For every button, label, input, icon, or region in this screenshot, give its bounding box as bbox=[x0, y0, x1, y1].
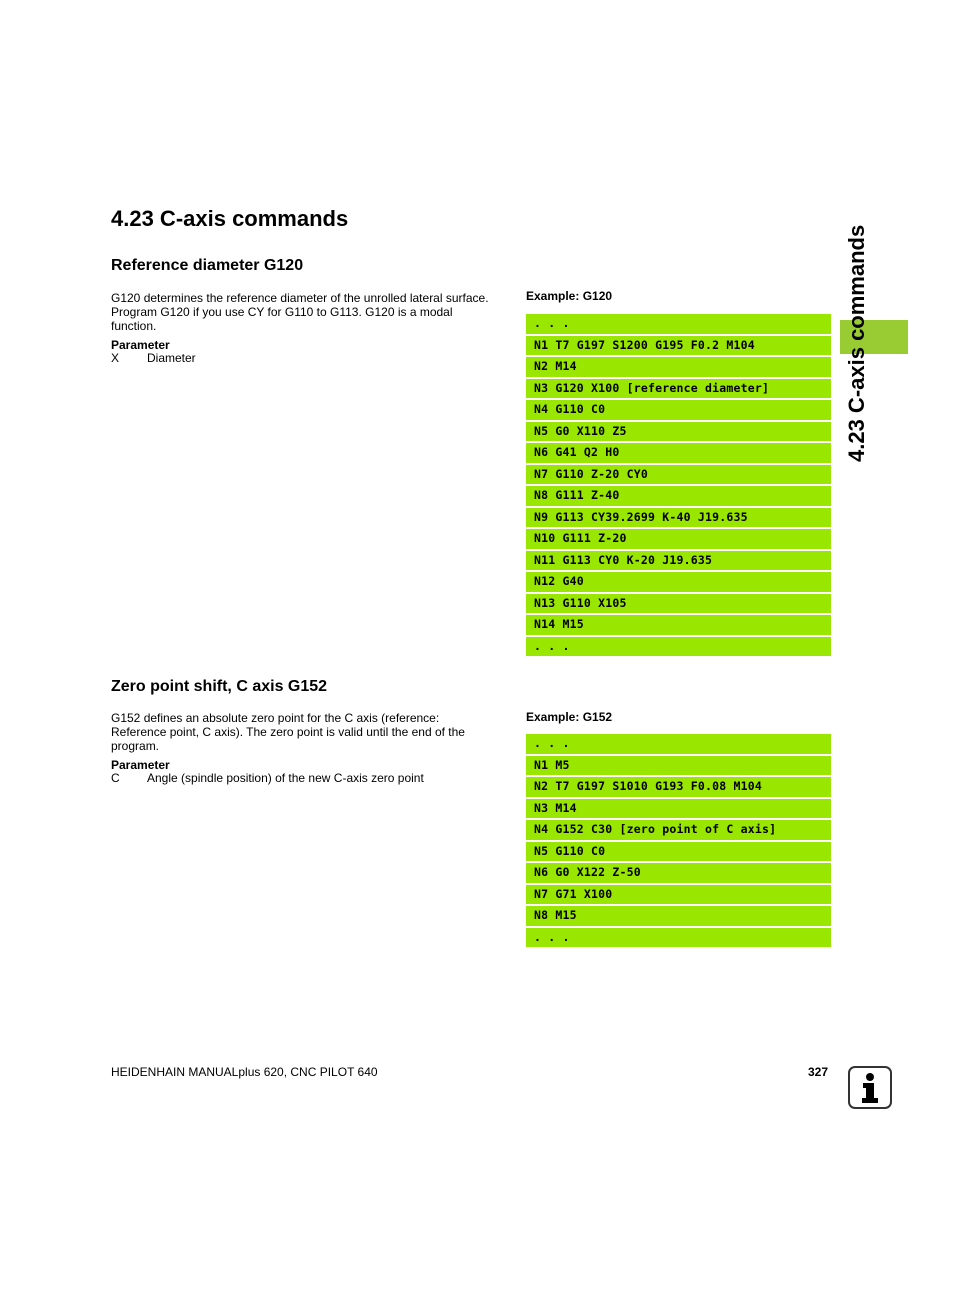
code-line: N4 G110 C0 bbox=[526, 400, 831, 420]
code-line: N8 G111 Z-40 bbox=[526, 486, 831, 506]
parameter-key: X bbox=[111, 351, 120, 365]
section-description-g120: G120 determines the reference diameter of the unrolled lateral surface. Program G120 if you use CY for G110 to G113. G120 is a modal function. bbox=[111, 291, 489, 333]
example-label-g120: Example: G120 bbox=[526, 289, 613, 303]
code-line: N8 M15 bbox=[526, 906, 831, 926]
code-line: N3 G120 X100 [reference diameter] bbox=[526, 379, 831, 399]
parameter-key: C bbox=[111, 771, 120, 785]
code-line: N10 G111 Z-20 bbox=[526, 529, 831, 549]
code-line: N2 M14 bbox=[526, 357, 831, 377]
code-line: N9 G113 CY39.2699 K-40 J19.635 bbox=[526, 508, 831, 528]
example-label-g152: Example: G152 bbox=[526, 710, 613, 724]
side-chapter-title: 4.23 C-axis commands bbox=[844, 224, 869, 462]
code-line: N6 G41 Q2 H0 bbox=[526, 443, 831, 463]
code-line: N6 G0 X122 Z-50 bbox=[526, 863, 831, 883]
code-line: N14 M15 bbox=[526, 615, 831, 635]
info-icon-glyph bbox=[855, 1072, 885, 1104]
code-block-g120 bbox=[526, 314, 831, 658]
info-icon bbox=[848, 1066, 892, 1109]
code-block-g152 bbox=[526, 734, 831, 949]
code-line: . . . bbox=[526, 928, 831, 948]
parameter-label-g152: Parameter bbox=[111, 758, 170, 772]
footer-text: HEIDENHAIN MANUALplus 620, CNC PILOT 640 bbox=[111, 1065, 378, 1079]
code-line: N3 M14 bbox=[526, 799, 831, 819]
code-line: N12 G40 bbox=[526, 572, 831, 592]
code-line: N2 T7 G197 S1010 G193 F0.08 M104 bbox=[526, 777, 831, 797]
code-line: N11 G113 CY0 K-20 J19.635 bbox=[526, 551, 831, 571]
code-line: . . . bbox=[526, 734, 831, 754]
code-line: N7 G71 X100 bbox=[526, 885, 831, 905]
page-number: 327 bbox=[808, 1065, 829, 1079]
section-description-g152: G152 defines an absolute zero point for the C axis (reference: Reference point, C axis). The zero point is valid until the end of the program. bbox=[111, 711, 465, 753]
parameter-desc: Angle (spindle position) of the new C-axis zero point bbox=[147, 771, 424, 785]
code-line: N1 M5 bbox=[526, 756, 831, 776]
code-line: . . . bbox=[526, 637, 831, 657]
code-line: N7 G110 Z-20 CY0 bbox=[526, 465, 831, 485]
code-line: N4 G152 C30 [zero point of C axis] bbox=[526, 820, 831, 840]
parameter-row bbox=[111, 771, 424, 785]
parameter-desc: Diameter bbox=[147, 351, 196, 365]
page-title: 4.23 C-axis commands bbox=[111, 206, 349, 231]
section-heading-g120: Reference diameter G120 bbox=[111, 257, 304, 274]
parameter-row bbox=[111, 351, 196, 365]
parameter-label-g120: Parameter bbox=[111, 338, 170, 352]
code-line: N13 G110 X105 bbox=[526, 594, 831, 614]
section-heading-g152: Zero point shift, C axis G152 bbox=[111, 678, 328, 695]
code-line: N5 G110 C0 bbox=[526, 842, 831, 862]
code-line: . . . bbox=[526, 314, 831, 334]
code-line: N5 G0 X110 Z5 bbox=[526, 422, 831, 442]
code-line: N1 T7 G197 S1200 G195 F0.2 M104 bbox=[526, 336, 831, 356]
